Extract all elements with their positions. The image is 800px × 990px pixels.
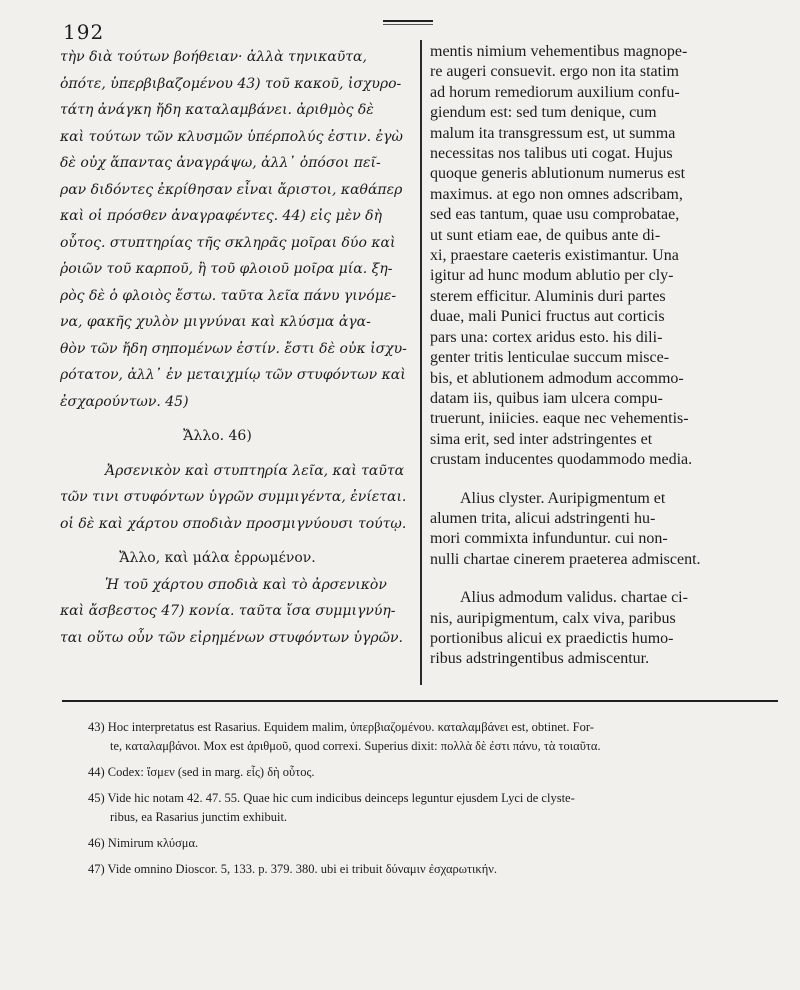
greek-text-column (60, 44, 415, 651)
footnote-44 (88, 763, 778, 782)
greek-line: ἐσχαρούντων. 45) (60, 393, 189, 410)
latin-line: datam iis, quibus iam ulcera compu- (430, 389, 663, 407)
column-divider (420, 40, 422, 685)
latin-line: duae, mali Punici fructus aut corticis (430, 308, 665, 326)
greek-line: ρὸς δὲ ὁ φλοιὸς ἔστω. ταῦτα λεῖα πάνυ γινόμε- (60, 287, 397, 304)
latin-line: bis, et ablutionem admodum accommo- (430, 369, 684, 387)
latin-line: nulli chartae cinerem praeterea admiscent. (430, 550, 701, 568)
latin-line: sterem efficitur. Aluminis duri partes (430, 287, 666, 305)
latin-line: ut sunt etiam eae, de quibus ante di- (430, 226, 661, 244)
latin-line: Alius admodum validus. chartae ci- (460, 589, 688, 607)
latin-line: Alius clyster. Auripigmentum et (460, 489, 666, 507)
latin-line: mentis nimium vehementibus magnope- (430, 43, 688, 60)
greek-line: καὶ οἱ πρόσθεν ἀναγραφέντες. 44) εἰς μὲν δὴ (60, 208, 382, 224)
header-ornament-rule (383, 20, 433, 25)
latin-line: quoque generis ablutionum numerus est (430, 165, 686, 183)
footnote-46 (88, 834, 778, 853)
greek-line: να, φακῆς χυλὸν μιγνύναι καὶ κλύσμα ἀγα- (60, 314, 371, 330)
greek-line: τῶν τινι στυφόντων ὑγρῶν συμμιγέντα, ἐνίεται. (60, 489, 407, 505)
latin-line: genter tritis lenticulae succum misce- (430, 349, 670, 367)
latin-line: pars una: cortex aridus esto. his dili- (430, 328, 663, 346)
greek-line: Ἡ τοῦ χάρτου σποδιὰ καὶ τὸ ἀρσενικὸν (105, 576, 387, 593)
latin-line: nis, auripigmentum, calx viva, paribus (430, 609, 676, 627)
latin-line: ad horum remediorum auxilium confu- (430, 83, 680, 101)
latin-text-column (430, 42, 770, 670)
latin-line: mori commixta infunduntur. cui non- (430, 530, 668, 548)
footnote-line: 47) Vide omnino Dioscor. 5, 133. p. 379. 380. ubi ei tribuit δύναμιν ἐσχαρωτικήν. (88, 862, 498, 876)
page-number: 192 (63, 20, 105, 44)
latin-line: giendum est: sed tum denique, cum (430, 104, 657, 122)
greek-line: ὁπότε, ὑπερβιβαζομένου 43) τοῦ κακοῦ, ἰσχυρο- (60, 75, 402, 92)
footnote-line: ribus, ea Rasarius junctim exhibuit. (110, 810, 288, 824)
footnote-line: te, καταλαμβάνοι. Mox est ἀριθμοῦ, quod correxi. Superius dixit: πολλὰ δὲ ἐστι πάνυ, τὰ τοιαῦτα. (110, 739, 601, 753)
latin-line: igitur ad hunc modum ablutio per cly- (430, 267, 674, 285)
footnote-line: 46) Nimirum κλύσμα. (88, 836, 199, 850)
greek-line: ῥοιῶν τοῦ καρποῦ, ἢ τοῦ φλοιοῦ μοῖρα μία. ξη- (60, 261, 393, 277)
greek-section-heading: Ἄλλο. 46) (183, 428, 252, 444)
greek-line: οἱ δὲ καὶ χάρτου σποδιὰν προσμιγνύουσι τούτῳ. (60, 515, 407, 532)
footnote-line: 44) Codex: ἴσμεν (sed in marg. εἷς) δὴ οὗτος. (88, 765, 315, 779)
footnotes-section (88, 718, 778, 886)
latin-line: alumen trita, alicui adstringenti hu- (430, 509, 656, 527)
greek-line: ραν διδόντες ἐκρίθησαν εἶναι ἄριστοι, καθάπερ (60, 181, 403, 198)
footnote-47 (88, 860, 778, 879)
latin-line: re augeri consuevit. ergo non ita statim (430, 63, 679, 81)
greek-line: Ἀρσενικὸν καὶ στυπτηρία λεῖα, καὶ ταῦτα (105, 462, 405, 479)
latin-line: necessitas nos talibus uti cogat. Hujus (430, 145, 673, 163)
latin-line: maximus. at ego non omnes adscribam, (430, 185, 683, 203)
footnote-43 (88, 718, 778, 756)
latin-line: xi, praestare caeteris existimantur. Una (430, 247, 679, 265)
latin-line: portionibus alicui ex praedictis humo- (430, 629, 674, 647)
latin-line: truerunt, iniicies. eaque nec vehementis- (430, 410, 689, 428)
greek-line: δὲ οὐχ ἅπαντας ἀναγράψω, ἀλλ᾽ ὁπόσοι πεῖ- (60, 155, 381, 171)
greek-line: θὸν τῶν ἤδη σηπομένων ἐστίν. ἔστι δὲ οὐκ ἰσχυ- (60, 340, 407, 357)
greek-line: καὶ ἄσβεστος 47) κονία. ταῦτα ἴσα συμμιγνύη- (60, 603, 396, 619)
latin-line: crustam inducentes quodammodo media. (430, 451, 693, 469)
greek-line: τὴν διὰ τούτων βοήθειαν· ἀλλὰ τηνικαῦτα, (60, 49, 367, 65)
latin-line: malum ita transgressum est, ut summa (430, 124, 676, 142)
greek-section-heading: Ἄλλο, καὶ μάλα ἐρρωμένον. (119, 550, 316, 566)
footnote-line: 45) Vide hic notam 42. 47. 55. Quae hic cum indicibus deinceps leguntur ejusdem Lyci de clyste- (88, 791, 575, 805)
latin-line: sima erit, sed inter adstringentes et (430, 430, 653, 448)
footnote-separator-rule (62, 700, 778, 702)
footnote-45 (88, 789, 778, 827)
footnote-line: 43) Hoc interpretatus est Rasarius. Equidem malim, ὑπερβιαζομένου. καταλαμβάνει est, obtinet. For- (88, 720, 594, 734)
greek-line: καὶ τούτων τῶν κλυσμῶν ὑπέρπολύς ἐστιν. ἐγὼ (60, 128, 403, 145)
latin-line: ribus adstringentibus admiscentur. (430, 650, 650, 668)
greek-line: οὗτος. στυπτηρίας τῆς σκληρᾶς μοῖραι δύο καὶ (60, 234, 396, 251)
greek-line: ται οὕτω οὖν τῶν εἰρημένων στυφόντων ὑγρῶν. (60, 629, 403, 646)
greek-line: τάτη ἀνάγκη ἤδη καταλαμβάνει. ἀριθμὸς δὲ (60, 102, 374, 118)
latin-line: sed eas tantum, quae usu comprobatae, (430, 206, 680, 224)
greek-line: ρότατον, ἀλλ᾽ ἐν μεταιχμίῳ τῶν στυφόντων καὶ (60, 367, 406, 383)
